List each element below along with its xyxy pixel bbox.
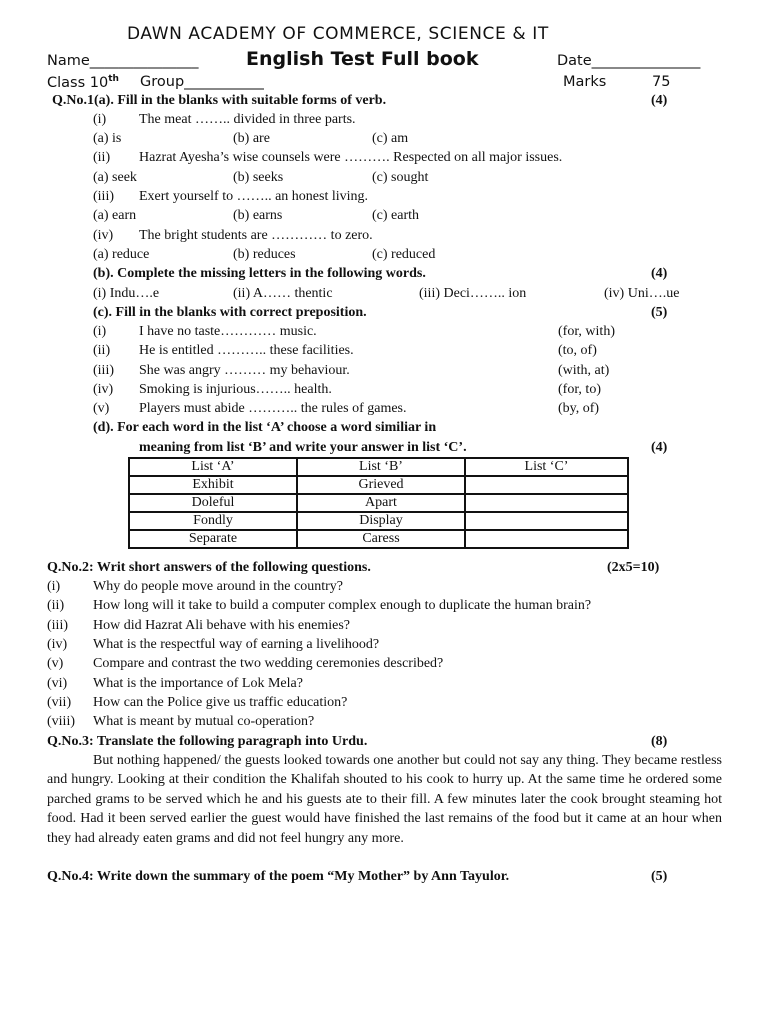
q1a-item-num: (ii) [93, 150, 111, 165]
q2-item-num: (iii) [47, 618, 68, 633]
table-cell: Caress [297, 530, 465, 548]
q1c-item-num: (i) [93, 324, 107, 339]
q1c-item-num: (v) [93, 401, 110, 416]
q1c-item-num: (iii) [93, 363, 114, 378]
table-cell [465, 476, 628, 494]
marks-value: 75 [652, 74, 671, 90]
name-field-label: Name_______________ [47, 53, 199, 69]
date-field-label: Date_______________ [557, 53, 701, 69]
q1a-marks: (4) [651, 93, 668, 108]
q1c-item-options: (for, with) [558, 324, 615, 339]
q1c-item-num: (ii) [93, 343, 111, 358]
q1a-option-c: (c) reduced [372, 247, 436, 262]
table-cell [465, 530, 628, 548]
q1a-option-a: (a) seek [93, 170, 137, 185]
q1b-word: (iii) Deci…….. ion [419, 286, 527, 301]
q2-marks: (2x5=10) [607, 560, 660, 575]
q1a-option-b: (b) earns [233, 208, 283, 223]
q1c-item-options: (with, at) [558, 363, 610, 378]
test-title: English Test Full book [246, 48, 479, 70]
q4-heading: Q.No.4: Write down the summary of the poem “My Mother” by Ann Tayulor. [47, 869, 510, 884]
q1c-item-text: I have no taste………… music. [139, 324, 317, 339]
q1a-item-text: The meat …….. divided in three parts. [139, 112, 356, 127]
q2-item-text: What is the importance of Lok Mela? [93, 676, 303, 691]
q1b-heading: (b). Complete the missing letters in the following words. [93, 266, 426, 281]
table-header-cell: List ‘B’ [297, 458, 465, 476]
table-cell: Apart [297, 494, 465, 512]
q2-item-num: (iv) [47, 637, 68, 652]
q2-item-text: What is the respectful way of earning a livelihood? [93, 637, 380, 652]
school-name: DAWN ACADEMY OF COMMERCE, SCIENCE & IT [127, 24, 549, 44]
marks-label: Marks [563, 74, 607, 90]
q1a-option-b: (b) seeks [233, 170, 284, 185]
q1a-option-b: (b) are [233, 131, 270, 146]
table-cell: Grieved [297, 476, 465, 494]
q1a-heading: Q.No.1(a). Fill in the blanks with suitable forms of verb. [52, 93, 387, 108]
q2-item-text: How did Hazrat Ali behave with his enemies? [93, 618, 350, 633]
q1a-item-num: (iii) [93, 189, 114, 204]
q4-marks: (5) [651, 869, 668, 884]
q1a-option-b: (b) reduces [233, 247, 296, 262]
q1c-item-text: Players must abide ……….. the rules of games. [139, 401, 407, 416]
q3-heading: Q.No.3: Translate the following paragraph into Urdu. [47, 734, 368, 749]
q1d-marks: (4) [651, 440, 668, 455]
table-header-cell: List ‘A’ [129, 458, 297, 476]
q1c-item-options: (to, of) [558, 343, 597, 358]
q3-marks: (8) [651, 734, 668, 749]
q1b-word: (i) Indu….e [93, 286, 160, 301]
q2-item-num: (viii) [47, 714, 75, 729]
class-superscript: th [108, 74, 119, 84]
q2-item-num: (vi) [47, 676, 68, 691]
table-cell [465, 512, 628, 530]
q2-item-num: (i) [47, 579, 61, 594]
q1a-option-c: (c) am [372, 131, 409, 146]
table-cell: Display [297, 512, 465, 530]
q2-item-text: How long will it take to build a computer complex enough to duplicate the human brain? [93, 598, 592, 613]
q1b-word: (iv) Uni….ue [604, 286, 680, 301]
q1c-heading: (c). Fill in the blanks with correct preposition. [93, 305, 367, 320]
q1a-option-a: (a) reduce [93, 247, 150, 262]
q2-heading: Q.No.2: Writ short answers of the following questions. [47, 560, 371, 575]
q1c-item-num: (iv) [93, 382, 114, 397]
q1a-item-text: Hazrat Ayesha’s wise counsels were ………. Respected on all major issues. [139, 150, 563, 165]
q2-item-text: Why do people move around in the country? [93, 579, 343, 594]
q1a-item-num: (iv) [93, 228, 114, 243]
table-cell: Separate [129, 530, 297, 548]
q1a-option-c: (c) sought [372, 170, 429, 185]
q2-item-num: (vii) [47, 695, 72, 710]
q1c-marks: (5) [651, 305, 668, 320]
table-cell: Fondly [129, 512, 297, 530]
q2-item-text: How can the Police give us traffic education? [93, 695, 348, 710]
q3-paragraph: But nothing happened/ the guests looked towards one another but could not say any thing. They became restless and hungry. Looking at their condition the Khalifah shouted to his cook to hurry up. At the same time he ordered some parched grams to be served which he and his guests ate to their fill. A few minutes later the cook brought steaming hot food. Had it been served earlier the guest would have finished the last remains of the food but it came at an hour when they had already eaten grams and did not feel hungry any more. [47, 753, 722, 846]
q1a-item-text: The bright students are ………… to zero. [139, 228, 373, 243]
matching-table [128, 457, 629, 549]
table-cell: Doleful [129, 494, 297, 512]
group-field-label: Group___________ [140, 74, 264, 90]
table-cell: Exhibit [129, 476, 297, 494]
table-header-row [129, 458, 628, 476]
q1b-marks: (4) [651, 266, 668, 281]
q1c-item-text: He is entitled ……….. these facilities. [139, 343, 354, 358]
table-row [129, 494, 628, 512]
q1d-heading-line1: (d). For each word in the list ‘A’ choose a word similiar in [93, 420, 437, 435]
table-row [129, 476, 628, 494]
q1c-item-options: (by, of) [558, 401, 600, 416]
q1c-item-text: She was angry ……… my behaviour. [139, 363, 350, 378]
q2-item-text: Compare and contrast the two wedding ceremonies described? [93, 656, 444, 671]
q1c-item-text: Smoking is injurious…….. health. [139, 382, 332, 397]
q1a-option-c: (c) earth [372, 208, 420, 223]
class-label: Class 10th [47, 74, 119, 91]
q1a-item-text: Exert yourself to …….. an honest living. [139, 189, 369, 204]
q2-item-num: (ii) [47, 598, 65, 613]
q1a-option-a: (a) earn [93, 208, 137, 223]
q1a-item-num: (i) [93, 112, 107, 127]
table-cell [465, 494, 628, 512]
q1d-heading-line2: meaning from list ‘B’ and write your answer in list ‘C’. [139, 440, 467, 455]
q2-item-num: (v) [47, 656, 64, 671]
q1b-word: (ii) A…… thentic [233, 286, 333, 301]
q1a-option-a: (a) is [93, 131, 122, 146]
table-header-cell: List ‘C’ [465, 458, 628, 476]
q2-item-text: What is meant by mutual co-operation? [93, 714, 315, 729]
table-row [129, 530, 628, 548]
q1c-item-options: (for, to) [558, 382, 601, 397]
table-row [129, 512, 628, 530]
